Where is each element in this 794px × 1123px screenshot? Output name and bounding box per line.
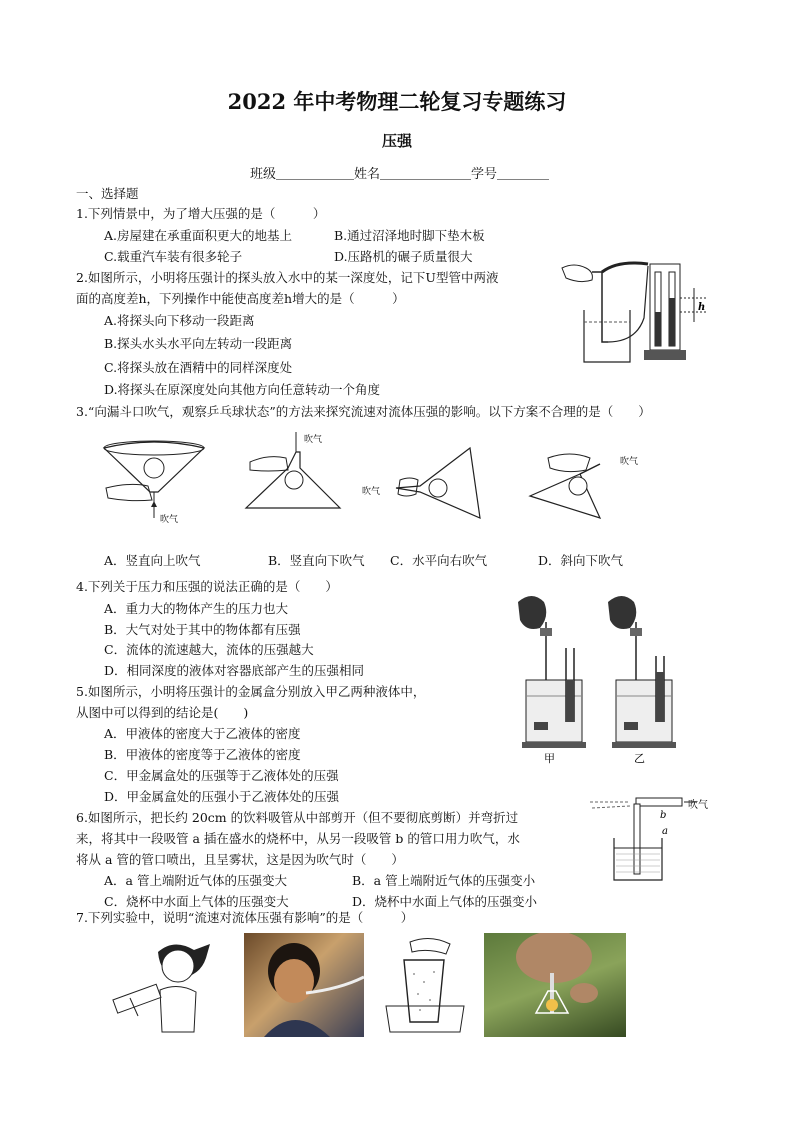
q3-funnel-figures <box>100 428 690 538</box>
q7-image-cup-card <box>380 934 468 1034</box>
q4-stem: 4.下列关于压力和压强的说法正确的是（ ） <box>76 579 338 594</box>
q3-figure-a <box>104 441 204 525</box>
q5-option-a: A．甲液体的密度大于乙液体的密度 <box>104 726 301 741</box>
q6-label-a: a <box>662 826 668 837</box>
q5-label-yi: 乙 <box>634 752 645 765</box>
q6-option-c: C．烧杯中水面上气体的压强变大 <box>104 894 289 909</box>
q3-blow-label-d: 吹气 <box>620 457 639 467</box>
q2-pressure-gauge-figure <box>556 258 716 366</box>
q4-option-d: D．相同深度的液体对容器底部产生的压强相同 <box>104 663 365 678</box>
q5-two-liquids-figure <box>510 592 692 768</box>
q3-blow-label-b: 吹气 <box>304 435 323 445</box>
q4-option-c: C．流体的流速越大，流体的压强越大 <box>104 642 314 657</box>
q1-option-a: A.房屋建在承重面积更大的地基上 <box>104 228 293 243</box>
q7-image-man-funnel <box>484 933 626 1037</box>
q4-option-b: B．大气对处于其中的物体都有压强 <box>104 622 301 637</box>
q6-option-b: B．a 管上端附近气体的压强变小 <box>352 873 536 888</box>
q3-option-a: A．竖直向上吹气 <box>104 553 201 568</box>
q5-option-c: C．甲金属盒处的压强等于乙液体处的压强 <box>104 768 339 783</box>
q5-beaker-jia <box>518 596 586 765</box>
q1-option-c: C.载重汽车装有很多轮子 <box>104 249 243 264</box>
q2-option-a: A.将探头向下移动一段距离 <box>104 313 255 328</box>
q7-stem: 7.下列实验中，说明“流速对流体压强有影响”的是（ ） <box>76 910 414 925</box>
section-heading: 一、选择题 <box>76 186 139 201</box>
q2-option-b: B.探头水头水平向左转动一段距离 <box>104 336 293 351</box>
page-title: 2022 年中考物理二轮复习专题练习 <box>227 89 567 114</box>
q6-stem-line3: 将从 a 管的管口喷出，且呈雾状，这是因为吹气时（ ） <box>76 852 404 867</box>
q3-figure-d <box>530 454 638 518</box>
q5-beaker-yi <box>608 596 676 765</box>
q6-label-b: b <box>660 810 667 821</box>
student-info-line: 班级＿＿＿＿＿＿姓名＿＿＿＿＿＿＿学号＿＿＿＿ <box>250 167 550 182</box>
q5-stem-line2: 从图中可以得到的结论是( ) <box>76 705 249 720</box>
q2-option-c: C.将探头放在酒精中的同样深度处 <box>104 360 293 375</box>
page-subtitle: 压强 <box>381 132 412 150</box>
q7-image-boy-with-straw <box>244 933 364 1037</box>
q3-blow-label-c: 吹气 <box>362 487 381 497</box>
q1-stem: 1.下列情景中，为了增大压强的是（ ） <box>76 206 326 221</box>
q5-label-jia: 甲 <box>544 752 555 765</box>
q6-blow-label: 吹气 <box>688 800 708 811</box>
q3-stem: 3.“向漏斗口吹气，观察乒乓球状态”的方法来探究流速对流体压强的影响。以下方案不合理的是（ ） <box>76 404 651 419</box>
q5-option-b: B．甲液体的密度等于乙液体的密度 <box>104 747 301 762</box>
q5-stem-line1: 5.如图所示，小明将压强计的金属盒分别放入甲乙两种液体中， <box>76 684 426 699</box>
q5-option-d: D．甲金属盒处的压强小于乙液体处的压强 <box>104 789 340 804</box>
q3-figure-b <box>246 432 340 508</box>
q6-straw-figure <box>586 786 720 884</box>
q1-option-b: B.通过沼泽地时脚下垫木板 <box>334 228 485 243</box>
q7-image-girl-blowing <box>110 936 218 1036</box>
q2-stem-line2: 面的高度差h，下列操作中能使高度差h增大的是（ ） <box>76 291 405 306</box>
q3-option-c: C．水平向右吹气 <box>390 553 488 568</box>
q6-option-a: A．a 管上端附近气体的压强变大 <box>104 873 287 888</box>
q1-option-d: D.压路机的碾子质量很大 <box>334 249 473 264</box>
q6-stem-line2: 来，将其中一段吸管 a 插在盛水的烧杯中，从另一段吸管 b 的管口用力吹气，水 <box>76 831 520 846</box>
q2-option-d: D.将探头在原深度处向其他方向任意转动一个角度 <box>104 382 381 397</box>
q6-stem-line1: 6.如图所示，把长约 20cm 的饮料吸管从中部剪开（但不要彻底剪断）并弯折过 <box>76 810 519 825</box>
q2-stem-line1: 2.如图所示，小明将压强计的探头放入水中的某一深度处，记下U型管中两液 <box>76 270 499 285</box>
q3-option-d: D．斜向下吹气 <box>538 553 624 568</box>
q6-option-d: D．烧杯中水面上气体的压强变小 <box>352 894 538 909</box>
q4-option-a: A．重力大的物体产生的压力也大 <box>104 601 289 616</box>
q3-option-b: B．竖直向下吹气 <box>268 553 365 568</box>
q3-blow-label-a: 吹气 <box>160 515 179 525</box>
q2-height-label: h <box>698 302 706 313</box>
q3-figure-c <box>362 448 480 518</box>
